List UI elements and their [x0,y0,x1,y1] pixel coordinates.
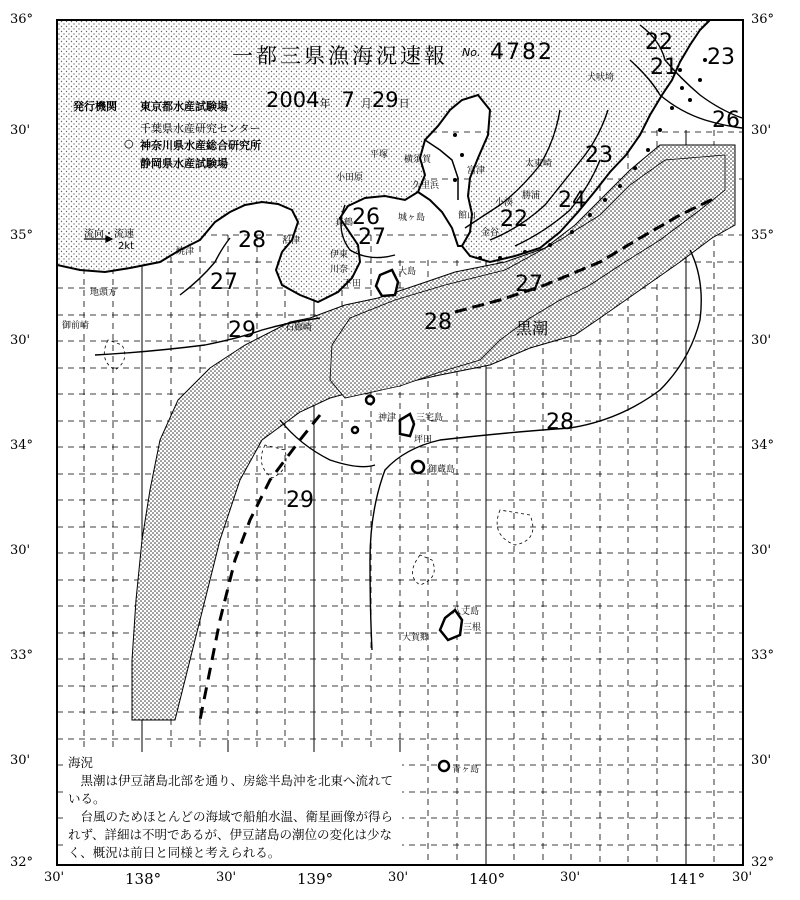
place-label: 御蔵島 [428,465,456,475]
issue-prefix: No. [462,46,481,59]
isotherm-label: 23 [585,143,613,168]
lat-label-right: 36° [751,12,775,27]
isotherm-label: 22 [500,207,528,232]
kozushima-island [352,427,358,433]
lat-label: 34° [10,438,34,453]
lon-label: 30' [216,870,237,885]
notes-line-2: 台風のためほとんどの海域で船舶水温、衛星画像が得られず、詳細は不明であるが、伊豆諸島の潮位の変化は少なく、概況は前日と同様と考えられる。 [68,809,394,860]
lat-label: 35° [10,228,34,243]
lat-label-right: 30' [751,753,772,768]
place-label: 沼津 [282,236,301,246]
kuroshio-label: 黒潮 [516,319,549,338]
lon-label: 30' [732,870,753,885]
place-label: 太東崎 [525,159,553,169]
place-label: 神津 [378,413,397,423]
isotherm-label: 28 [546,410,574,435]
isotherm-label: 27 [210,270,238,295]
place-label: 坪田 [414,435,433,445]
isotherm-label: 29 [286,488,314,513]
toshima-island [366,396,374,404]
isotherm-label: 22 [645,30,673,55]
lat-label-right: 30' [751,543,772,558]
lat-label: 30' [10,543,31,558]
place-label: 下田 [343,279,362,289]
current-legend-speed: 2kt [118,241,135,252]
date-month: 7 [341,88,355,112]
place-label: 小湊 [495,198,514,208]
lat-label-right: 33° [751,648,775,663]
place-label: 地頭方 [90,288,118,298]
place-label: 犬吠埼 [587,73,615,83]
lat-label: 33° [10,648,34,663]
place-label: 城ヶ島 [398,213,426,223]
place-label: 小田原 [336,173,364,183]
place-label: 八丈島 [452,607,480,617]
place-label: 富津 [467,166,486,176]
aogashima-island [439,761,449,771]
miyakejima-island [400,414,414,436]
lat-label: 36° [10,12,34,27]
place-label: 御前崎 [62,321,90,331]
publisher-kanagawa-marker: ○ [124,137,134,150]
lat-label-right: 30' [751,333,772,348]
publisher-shizuoka: 静岡県水産試験場 [140,157,228,170]
place-label: 平塚 [370,150,389,160]
isotherm-label: 29 [228,318,256,343]
lon-label: 139° [297,870,334,888]
place-label: 真鶴 [335,218,354,228]
place-label: 焼津 [176,247,195,257]
isotherm-label: 26 [712,108,740,133]
place-label: 川奈 [330,265,349,275]
lat-label: 30' [10,753,31,768]
place-label: 大島 [398,267,417,277]
lat-label-right: 30' [751,123,772,138]
lon-label: 30' [560,870,581,885]
publisher-tokyo: 東京都水産試験場 [140,100,228,113]
lat-label-right: 35° [751,228,775,243]
current-legend-label: 流向・流速 [84,229,134,240]
lon-label: 138° [125,870,162,888]
issue-number: 4782 [490,40,554,65]
isotherm-label: 21 [650,55,678,80]
lon-label: 30' [44,870,65,885]
lon-label: 30' [388,870,409,885]
lat-label-right: 34° [751,438,775,453]
place-label: 三宅島 [416,413,444,423]
notes-line-1: 黒潮は伊豆諸島北部を通り、房総半島沖を北東へ流れている。 [68,773,394,806]
place-label: 石廊崎 [285,323,313,333]
issue-date [266,88,410,112]
place-label: 大賀郷 [402,633,430,643]
isotherm-label: 27 [515,272,543,297]
place-label: 館山 [458,211,477,221]
mikurajima-island [412,461,424,473]
lon-label: 141° [669,870,706,888]
lat-label-right: 32° [751,855,775,870]
place-label: 金谷 [481,228,500,238]
isotherm-label: 24 [558,188,586,213]
notes-heading: 海況 [68,755,94,770]
lat-label: 30' [10,333,31,348]
map-title: 一都三県漁海況速報 [232,44,448,68]
place-label: 久里浜 [412,181,440,191]
lon-label: 140° [469,870,506,888]
publisher-kanagawa: 神奈川県水産総合研究所 [140,139,261,152]
date-month-suffix: 月 [360,97,372,110]
isotherm-label: 27 [358,225,386,250]
date-year-suffix: 年 [319,97,331,110]
lat-label: 30' [10,123,31,138]
isotherm-label: 28 [424,310,452,335]
date-year: 2004 [266,88,320,112]
isotherm-label: 26 [352,205,380,230]
place-label: 青ヶ島 [452,765,480,775]
place-label: 横須賀 [404,155,432,165]
date-day-suffix: 日 [398,97,410,110]
sea-condition-notes [64,752,402,864]
lat-label: 32° [10,855,34,870]
place-label: 勝浦 [522,191,541,201]
place-label: 三根 [463,623,482,633]
isotherm-label: 23 [707,45,735,70]
publisher-chiba: 千葉県水産研究センター [140,122,261,135]
isotherm-label: 28 [238,228,266,253]
publisher-label: 発行機関 [73,100,117,113]
date-day: 29 [371,88,399,112]
place-label: 伊東 [330,250,349,260]
